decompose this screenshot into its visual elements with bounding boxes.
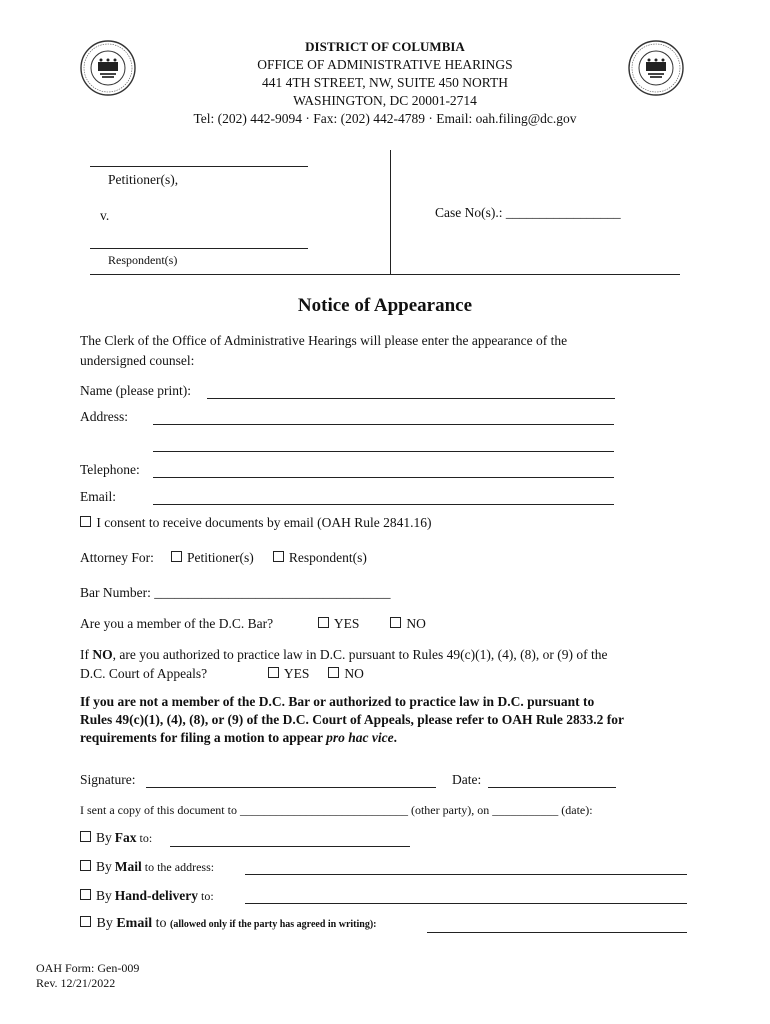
petitioner-line[interactable] — [90, 166, 308, 167]
header-contact: Tel: (202) 442-9094 · Fax: (202) 442-4789 · Email: oah.filing@dc.gov — [193, 111, 577, 126]
telephone-label: Telephone: — [80, 462, 140, 477]
by-mail-by: By — [96, 859, 112, 874]
caption-bottom-rule — [90, 274, 680, 275]
by-fax-bold: Fax — [114, 830, 137, 845]
by-fax-checkbox[interactable] — [80, 831, 91, 842]
by-email-to: to — [155, 916, 167, 931]
warning-line-3-end: . — [393, 730, 397, 745]
warning-line-3-text: requirements for filing a motion to appear — [80, 730, 327, 745]
member-question: Are you a member of the D.C. Bar? — [80, 616, 274, 631]
sent-copy-line: I sent a copy of this document to ____________________________ (other party), on ___________ (date): — [80, 803, 593, 817]
authorized-no-option — [328, 666, 364, 682]
form-id: OAH Form: Gen-009 — [36, 961, 140, 975]
authorized-yes-option — [268, 666, 309, 682]
by-hand-by: By — [96, 888, 112, 903]
pro-hac-vice-text: pro hac vice — [326, 730, 394, 745]
member-no-label: NO — [406, 616, 426, 631]
email-label: Email: — [80, 489, 116, 504]
member-yes-option — [318, 616, 359, 632]
intro-line-1: The Clerk of the Office of Administrative Hearings will please enter the appearance of the — [80, 333, 568, 348]
if-no-question — [80, 647, 607, 663]
date-label: Date: — [452, 772, 482, 787]
page-title: Notice of Appearance — [297, 295, 473, 316]
if-no-rest: , are you authorized to practice law in D.C. pursuant to Rules 49(c)(1), (4), (8), or (9) of the — [112, 647, 608, 662]
by-email-row — [80, 916, 377, 932]
warning-line-3 — [80, 730, 397, 746]
respondent-checkbox[interactable] — [273, 551, 284, 562]
fax-field[interactable] — [170, 846, 410, 847]
header-city: WASHINGTON, DC 20001-2714 — [293, 93, 477, 108]
by-hand-checkbox[interactable] — [80, 889, 91, 900]
hand-delivery-field[interactable] — [245, 903, 687, 904]
authorized-yes-checkbox[interactable] — [268, 667, 279, 678]
by-email-by: By — [96, 916, 113, 931]
by-email-bold: Email — [116, 916, 153, 931]
member-no-option — [390, 616, 426, 632]
case-number-field[interactable]: Case No(s).: _________________ — [435, 205, 621, 220]
authorized-no-label: NO — [344, 666, 364, 681]
warning-line-1: If you are not a member of the D.C. Bar or authorized to practice law in D.C. pursuant to — [80, 694, 595, 709]
by-email-checkbox[interactable] — [80, 916, 91, 927]
respondent-label: Respondent(s) — [108, 253, 178, 267]
date-field[interactable] — [488, 787, 616, 788]
intro-line-2: undersigned counsel: — [80, 353, 195, 368]
attorney-for-label: Attorney For: — [80, 550, 154, 565]
by-mail-bold: Mail — [114, 859, 142, 874]
member-no-checkbox[interactable] — [390, 617, 401, 628]
address-field-line-1[interactable] — [153, 424, 614, 425]
member-yes-checkbox[interactable] — [318, 617, 329, 628]
petitioner-label: Petitioner(s), — [108, 172, 179, 187]
signature-field[interactable] — [146, 787, 436, 788]
by-mail-row — [80, 859, 214, 875]
name-field[interactable] — [207, 398, 615, 399]
header-office: OFFICE OF ADMINISTRATIVE HEARINGS — [257, 57, 513, 72]
email-delivery-field[interactable] — [427, 932, 687, 933]
by-mail-checkbox[interactable] — [80, 860, 91, 871]
if-no-prefix: If — [80, 647, 93, 662]
attorney-for-row — [80, 550, 367, 566]
email-field[interactable] — [153, 504, 614, 505]
consent-checkbox[interactable] — [80, 516, 91, 527]
by-fax-row — [80, 830, 152, 846]
authorized-no-checkbox[interactable] — [328, 667, 339, 678]
warning-line-2: Rules 49(c)(1), (4), (8), or (9) of the D.C. Court of Appeals, please refer to OAH Rule 2833.2 for — [80, 712, 625, 727]
versus-label: v. — [100, 208, 110, 223]
address-label: Address: — [80, 409, 128, 424]
by-hand-row — [80, 888, 214, 904]
header-street: 441 4TH STREET, NW, SUITE 450 NORTH — [262, 75, 508, 90]
by-fax-to: to: — [139, 831, 153, 845]
name-label: Name (please print): — [80, 383, 191, 398]
authorized-yes-label: YES — [283, 666, 310, 681]
bar-number-field[interactable]: Bar Number: ___________________________________ — [80, 585, 391, 600]
petitioner-option-label: Petitioner(s) — [187, 550, 254, 565]
respondent-option-label: Respondent(s) — [288, 550, 367, 565]
by-hand-rest: to: — [201, 889, 214, 903]
address-field-line-2[interactable] — [153, 451, 614, 452]
if-no-bold: NO — [92, 647, 113, 662]
consent-row — [80, 515, 432, 531]
by-mail-rest: to the address: — [144, 860, 215, 874]
mail-address-field[interactable] — [245, 874, 687, 875]
respondent-line[interactable] — [90, 248, 308, 249]
court-of-appeals-label: D.C. Court of Appeals? — [80, 666, 208, 681]
header-district: DISTRICT OF COLUMBIA — [305, 39, 465, 54]
by-email-note: (allowed only if the party has agreed in writing): — [170, 919, 377, 930]
telephone-field[interactable] — [153, 477, 614, 478]
caption-divider — [390, 150, 391, 274]
consent-label: I consent to receive documents by email (OAH Rule 2841.16) — [96, 515, 432, 530]
member-yes-label: YES — [333, 616, 360, 631]
by-hand-bold: Hand-delivery — [114, 888, 199, 903]
signature-label: Signature: — [80, 772, 136, 787]
petitioner-checkbox[interactable] — [171, 551, 182, 562]
form-revision: Rev. 12/21/2022 — [36, 976, 116, 990]
by-fax-by: By — [96, 830, 112, 845]
